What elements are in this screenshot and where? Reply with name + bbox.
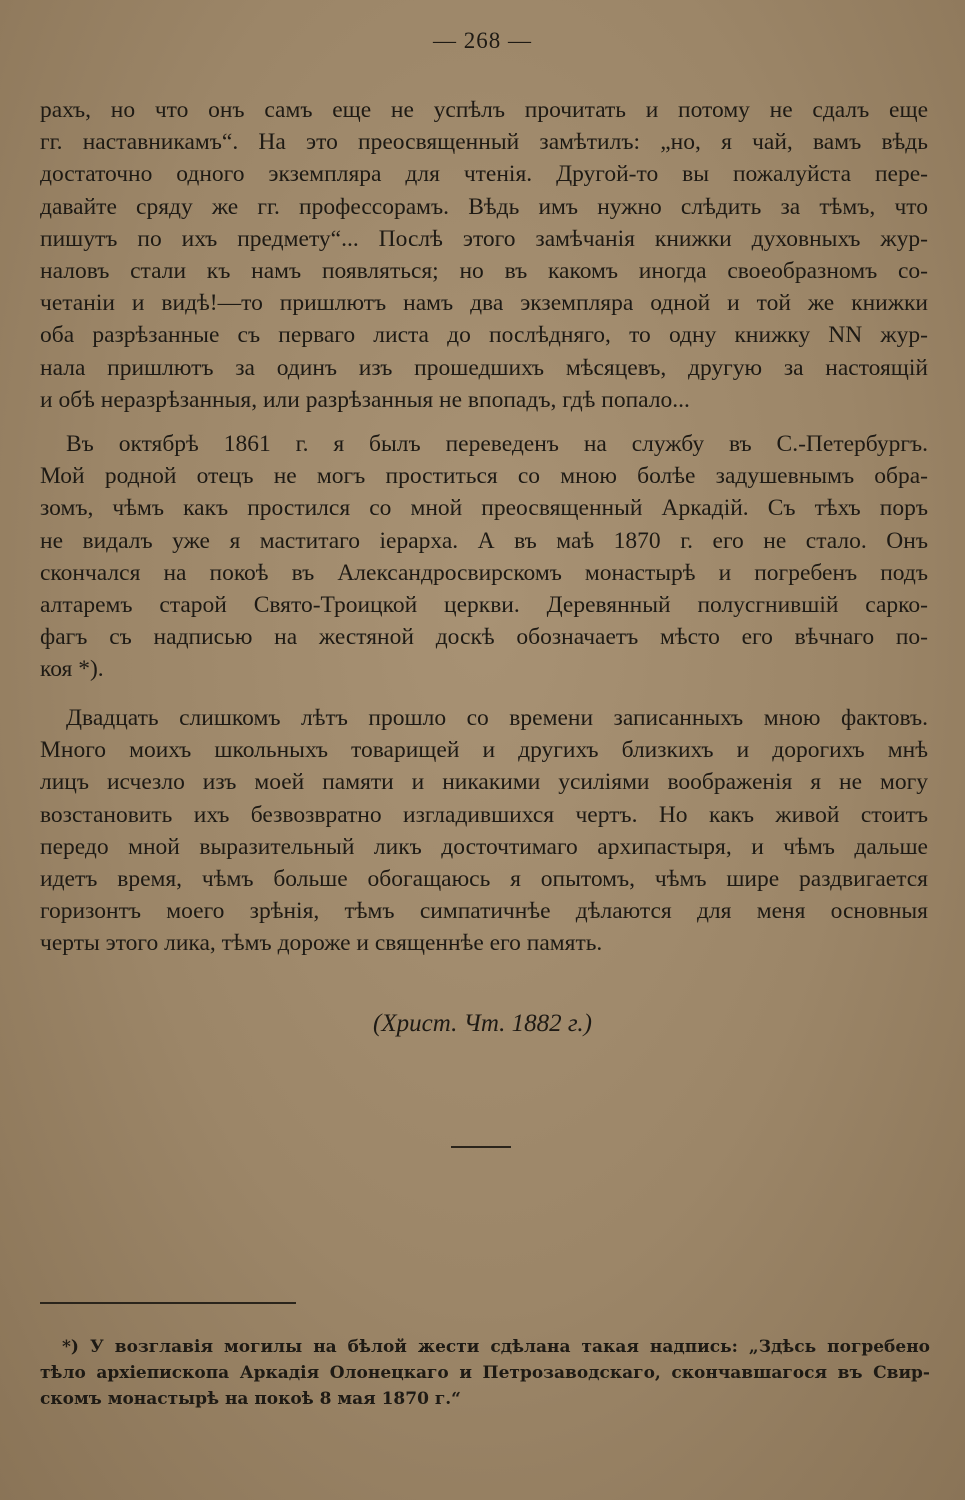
text-line: коя *). bbox=[40, 656, 104, 683]
footnote-line: скомъ монастырѣ на покоѣ 8 мая 1870 г.“ bbox=[40, 1389, 461, 1409]
text-line: и обѣ неразрѣзанныя, или разрѣзанныя не впопадъ, гдѣ попало... bbox=[40, 386, 690, 413]
text-line: скончался на покоѣ въ Александросвирскомъ монастырѣ и погребенъ подъ bbox=[40, 559, 928, 586]
text-line: нала пришлютъ за одинъ изъ прошедшихъ мѣсяцевъ, другую за настоящій bbox=[40, 354, 928, 381]
text-line: алтаремъ старой Свято-Троицкой церкви. Деревянный полусгнившій сарко- bbox=[40, 592, 928, 619]
page-number: — 268 — bbox=[433, 28, 532, 53]
section-divider bbox=[451, 1146, 511, 1148]
text-line: Мой родной отецъ не могъ проститься со мною болѣе задушевнымъ обра- bbox=[40, 463, 928, 490]
footnote bbox=[40, 1334, 930, 1412]
text-line: идетъ время, чѣмъ больше обогащаюсь я опытомъ, чѣмъ шире раздвигается bbox=[40, 866, 928, 893]
text-line: Въ октябрѣ 1861 г. я былъ переведенъ на службу въ С.-Петербургъ. bbox=[66, 431, 928, 457]
text-line: не видалъ уже я маститаго іерарха. А въ маѣ 1870 г. его не стало. Онъ bbox=[40, 527, 928, 554]
text-line: четаніи и видѣ!—то пришлютъ намъ два экземпляра одной и той же книжки bbox=[40, 290, 928, 317]
text-line: возстановить ихъ безвозвратно изгладившихся чертъ. Но какъ живой стоитъ bbox=[40, 801, 928, 828]
text-line: лицъ исчезло изъ моей памяти и никакими усиліями воображенія я не могу bbox=[40, 769, 928, 796]
footnote-line: тѣло архіепископа Аркадія Олонецкаго и Петрозаводскаго, скончавшагося въ Свир- bbox=[40, 1363, 930, 1383]
paragraph-2 bbox=[40, 428, 928, 686]
text-line: черты этого лика, тѣмъ дороже и священнѣе его память. bbox=[40, 930, 603, 957]
text-line: пишутъ по ихъ предмету“... Послѣ этого замѣчанія книжки духовныхъ жур- bbox=[40, 225, 928, 252]
text-line: наловъ стали къ намъ появляться; но въ какомъ иногда своеобразномъ со- bbox=[40, 258, 928, 285]
text-line: давайте сряду же гг. профессорамъ. Вѣдь имъ нужно слѣдить за тѣмъ, что bbox=[40, 193, 928, 220]
text-line: оба разрѣзанные съ перваго листа до послѣдняго, то одну книжку NN жур- bbox=[40, 322, 928, 349]
text-line: рахъ, но что онъ самъ еще не успѣлъ прочитать и потому не сдалъ еще bbox=[40, 97, 928, 123]
text-line: гг. наставникамъ“. На это преосвященный замѣтилъ: „но, я чай, вамъ вѣдь bbox=[40, 129, 928, 156]
text-line: передо мной выразительный ликъ досточтимаго архипастыря, и чѣмъ дальше bbox=[40, 833, 928, 860]
paragraph-1 bbox=[40, 94, 928, 416]
source-signature: (Христ. Чт. 1882 г.) bbox=[373, 1010, 592, 1037]
text-line: Много моихъ школьныхъ товарищей и другихъ близкихъ и дорогихъ мнѣ bbox=[40, 737, 928, 764]
text-line: достаточно одного экземпляра для чтенія. Другой-то вы пожалуйста пере- bbox=[40, 161, 928, 188]
paragraph-3 bbox=[40, 702, 928, 960]
footnote-divider bbox=[40, 1302, 296, 1304]
footnote-line: *) У возглавія могилы на бѣлой жести сдѣлана такая надпись: „Здѣсь погребено bbox=[62, 1337, 930, 1357]
text-line: фагъ съ надписью на жестяной доскѣ обозначаетъ мѣсто его вѣчнаго по- bbox=[40, 624, 928, 651]
text-line: зомъ, чѣмъ какъ простился со мной преосвященный Аркадій. Съ тѣхъ поръ bbox=[40, 495, 928, 522]
text-line: Двадцать слишкомъ лѣтъ прошло со времени записанныхъ мною фактовъ. bbox=[66, 705, 928, 731]
text-line: горизонтъ моего зрѣнія, тѣмъ симпатичнѣе дѣлаются для меня основныя bbox=[40, 898, 928, 925]
